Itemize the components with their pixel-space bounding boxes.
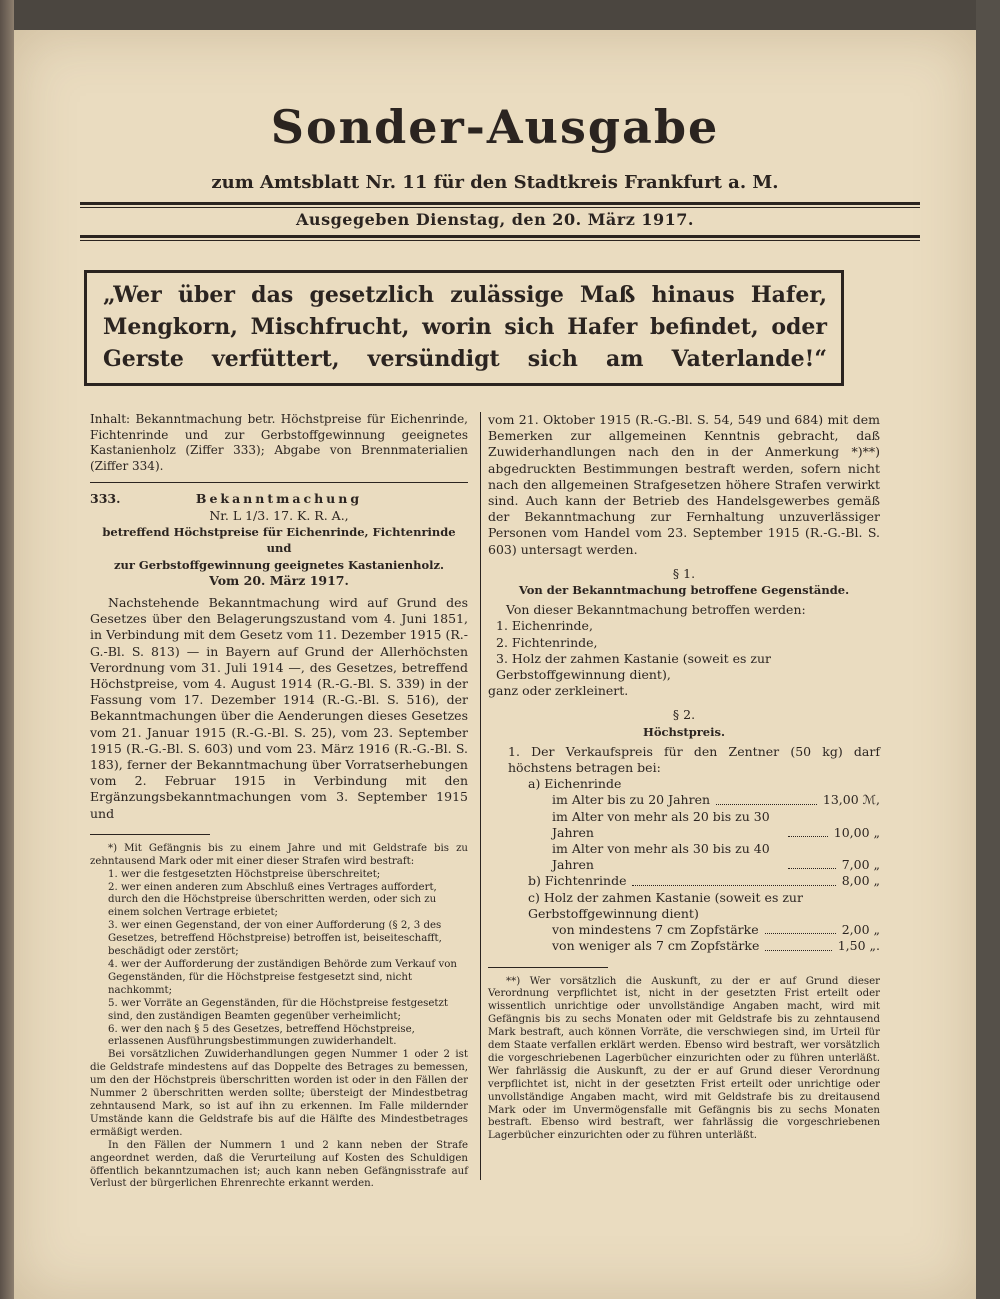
page-right-edge [976, 0, 1000, 1299]
price-row [488, 809, 880, 841]
section-1-title: § 1. [672, 565, 696, 581]
price-leader [716, 792, 817, 804]
footnote-item: 3. wer einen Gegenstand, der von einer Aufforderung (§ 2, 3 des Gesetzes, betreffend Höchstpreise) betroffen ist, beiseiteschafft, beschädigt oder zerstört; [108, 920, 442, 958]
price-label: im Alter bis zu 20 Jahren [552, 792, 711, 808]
section-1-intro: Von dieser Bekanntmachung betroffen werden: [506, 602, 806, 618]
contents-line: Inhalt: Bekanntmachung betr. Höchstpreise für Eichenrinde, Fichtenrinde und zur Gerbstoffgewinnung geeignetes Kastanienholz (Ziffer 333); Abgabe von Brennmaterialien (Ziffer 334). [90, 412, 468, 473]
section-2-intro: 1. Der Verkaufspreis für den Zentner (50 kg) darf höchstens betragen bei: [508, 743, 880, 776]
masthead-title: Sonder-Ausgabe [270, 100, 720, 154]
quote-text: „Wer über das gesetzlich zulässige Maß hinaus Hafer, Mengkorn, Mischfrucht, worin sich Hafer befindet, oder Gerste verfüttert, versündigt sich am Vaterlande!“ [103, 282, 827, 372]
page-top-edge [14, 0, 976, 30]
section-1-item: 3. Holz der zahmen Kastanie (soweit es zur Gerbstoffgewinnung dient), [496, 650, 771, 683]
price-row [488, 873, 880, 889]
price-leader [632, 873, 835, 885]
price-label: b) Fichtenrinde [528, 873, 627, 889]
price-label: im Alter von mehr als 30 bis zu 40 Jahren [552, 841, 770, 873]
price-label: von mindestens 7 cm Zopfstärke [552, 922, 759, 938]
section-1-after: ganz oder zerkleinert. [488, 683, 629, 699]
price-row [488, 922, 880, 938]
footnote-item: 2. wer einen anderen zum Abschluß eines Vertrages auffordert, durch den die Höchstpreise überschritten werden, oder sich zu einem solchen Vertrage erbietet; [108, 881, 437, 919]
footnote-item: 1. wer die festgesetzten Höchstpreise überschreitet; [108, 868, 381, 880]
price-value: 2,00 „ [841, 922, 880, 938]
footnote-paragraph-3: In den Fällen der Nummern 1 und 2 kann neben der Strafe angeordnet werden, daß die Verurteilung auf Kosten des Schuldigen öffentlich bekanntzumachen ist; auch kann neben Gefängnisstrafe auf Verlust der bürgerlichen Ehrenrechte erkannt werden. [90, 1139, 468, 1190]
masthead-rule-thin [80, 207, 920, 208]
newspaper-page [14, 30, 976, 1299]
price-row [488, 938, 880, 954]
section-2-heading: Höchstpreis. [643, 724, 725, 739]
price-row [488, 792, 880, 808]
footnote-paragraph-2: Bei vorsätzlichen Zuwiderhandlungen gegen Nummer 1 oder 2 ist die Geldstrafe mindestens auf das Doppelte des Betrages zu bemessen, um den der Höchstpreis überschritten worden ist oder in den Fällen der Nummer 2 überschritten werden sollte; übersteigt der Mindestbetrag zehntausend Mark, so ist auf ihn zu erkennen. Im Falle mildernder Umstände kann die Geldstrafe bis auf die Hälfte des Mindestbetrages ermäßigt werden. [90, 1049, 468, 1138]
issue-date: Ausgegeben Dienstag, den 20. März 1917. [296, 210, 694, 229]
notice-reference: Nr. L 1/3. 17. K. R. A., [209, 508, 349, 523]
heading-row [90, 491, 468, 508]
left-column [90, 412, 468, 1191]
quote-box [84, 270, 844, 386]
masthead-subtitle: zum Amtsblatt Nr. 11 für den Stadtkreis Frankfurt a. M. [211, 172, 779, 193]
price-value: 13,00 ℳ, [822, 792, 880, 808]
right-column [488, 412, 880, 1143]
notice-number: 333. [90, 491, 121, 506]
right-body: vom 21. Oktober 1915 (R.-G.-Bl. S. 54, 549 und 684) mit dem Bemerken zur allgemeinen Kenntnis gebracht, daß Zuwiderhandlungen nach den in der Anmerkung *)**) abgedruckten Bestimmungen bestraft werden, sofern nicht nach den allgemeinen Strafgesetzen höhere Strafen verwirkt sind. Auch kann der Betrieb des Handelsgewerbes gemäß der Bekanntmachung zur Fernhaltung unzuverlässiger Personen vom Handel vom 23. September 1915 (R.-G.-Bl. S. 603) untersagt werden. [488, 412, 880, 557]
price-leader [788, 809, 828, 837]
price-row [488, 841, 880, 873]
footnote-divider [90, 834, 210, 835]
price-leader [788, 841, 836, 869]
issue-rule-thin [80, 240, 920, 241]
section-1-item: 2. Fichtenrinde, [496, 634, 598, 650]
footnote-list [90, 869, 468, 1050]
price-value: 7,00 „ [841, 857, 880, 873]
section-1-heading: Von der Bekanntmachung betroffene Gegenstände. [518, 583, 850, 598]
footnote-item: 5. wer Vorräte an Gegenständen, für die Höchstpreise festgesetzt sind, den zuständigen Beamten gegenüber verheimlicht; [108, 997, 448, 1022]
price-leader [765, 922, 836, 934]
price-label: im Alter von mehr als 20 bis zu 30 Jahren [552, 808, 770, 840]
section-1-list [488, 618, 880, 683]
notice-subject-1: betreffend Höchstpreise für Eichenrinde, Fichtenrinde und [102, 525, 456, 556]
footnote-intro: *) Mit Gefängnis bis zu einem Jahre und mit Geldstrafe bis zu zehntausend Mark oder mit einer dieser Strafen wird bestraft: [90, 842, 468, 867]
notice-date: Vom 20. März 1917. [209, 572, 349, 588]
contents-divider [90, 482, 468, 483]
masthead-rule-thick [80, 202, 920, 205]
price-value: 10,00 „ [833, 824, 880, 840]
section-1-item: 1. Eichenrinde, [496, 618, 593, 634]
notice-subject-2: zur Gerbstoffgewinnung geeignetes Kastanienholz. [113, 557, 445, 572]
price-group-a: a) Eichenrinde [528, 776, 622, 792]
issue-rule-thick [80, 235, 920, 238]
price-label: von weniger als 7 cm Zopfstärke [552, 938, 760, 954]
right-footnote: **) Wer vorsätzlich die Auskunft, zu der er auf Grund dieser Verordnung verpflichtet ist, nicht in der gesetzten Frist erteilt oder wissentlich unrichtige oder unvollständige Angaben macht, wird mit Gefängnis bis zu sechs Monaten oder mit Geldstrafe bis zu zehntausend Mark bestraft, auch können Vorräte, die verschwiegen sind, im Urteil für dem Staate verfallen erklärt werden. Ebenso wird bestraft, wer vorsätzlich die vorgeschriebenen Lagerbücher einzurichten oder zu führen unterläßt. Wer fahrlässig die Auskunft, zu der er auf Grund dieser Verordnung verpflichtet ist, nicht in der gesetzten Frist erteilt oder unrichtige oder unvollständige Angaben macht, wird mit Geldstrafe bis zu dreitausend Mark oder im Unvermögensfalle mit Gefängnis bis zu sechs Monaten bestraft. Ebenso wird bestraft, wer fahrlässig die vorgeschriebenen Lagerbücher einzurichten oder zu führen unterläßt. [488, 975, 880, 1142]
footnote-divider [488, 967, 608, 968]
column-divider [480, 412, 481, 1180]
footnote-item: 6. wer den nach § 5 des Gesetzes, betreffend Höchstpreise, erlassenen Ausführungsbestimmungen zuwiderhandelt. [108, 1023, 415, 1048]
notice-body: Nachstehende Bekanntmachung wird auf Grund des Gesetzes über den Belagerungszustand vom 4. Juni 1851, in Verbindung mit dem Gesetz vom 11. Dezember 1915 (R.-G.-Bl. S. 813) — in Bayern auf Grund der Allerhöchsten Verordnung vom 31. Juli 1914 —, des Gesetzes, betreffend Höchstpreise, vom 4. August 1914 (R.-G.-Bl. S. 339) in der Fassung vom 17. Dezember 1914 (R.-G.-Bl. S. 516), der Bekanntmachungen über die Aenderungen dieses Gesetzes vom 21. Januar 1915 (R.-G.-Bl. S. 25), vom 23. September 1915 (R.-G.-Bl. S. 603) und vom 23. März 1916 (R.-G.-Bl. S. 183), ferner der Bekanntmachung über Vorratserhebungen vom 2. Februar 1915 in Verbindung mit den Ergänzungsbekanntmachungen vom 3. September 1915 und [90, 595, 468, 821]
notice-heading: Bekanntmachung [195, 491, 363, 506]
price-leader [765, 938, 831, 950]
price-value: 8,00 „ [841, 873, 880, 889]
footnote-item: 4. wer der Aufforderung der zuständigen Behörde zum Verkauf von Gegenständen, für die Höchstpreise festgesetzt sind, nicht nachkommt; [108, 959, 457, 996]
section-2-title: § 2. [672, 707, 696, 723]
price-group-c: c) Holz der zahmen Kastanie (soweit es zur Gerbstoffgewinnung dient) [528, 889, 803, 921]
price-value: 1,50 „. [837, 938, 880, 954]
